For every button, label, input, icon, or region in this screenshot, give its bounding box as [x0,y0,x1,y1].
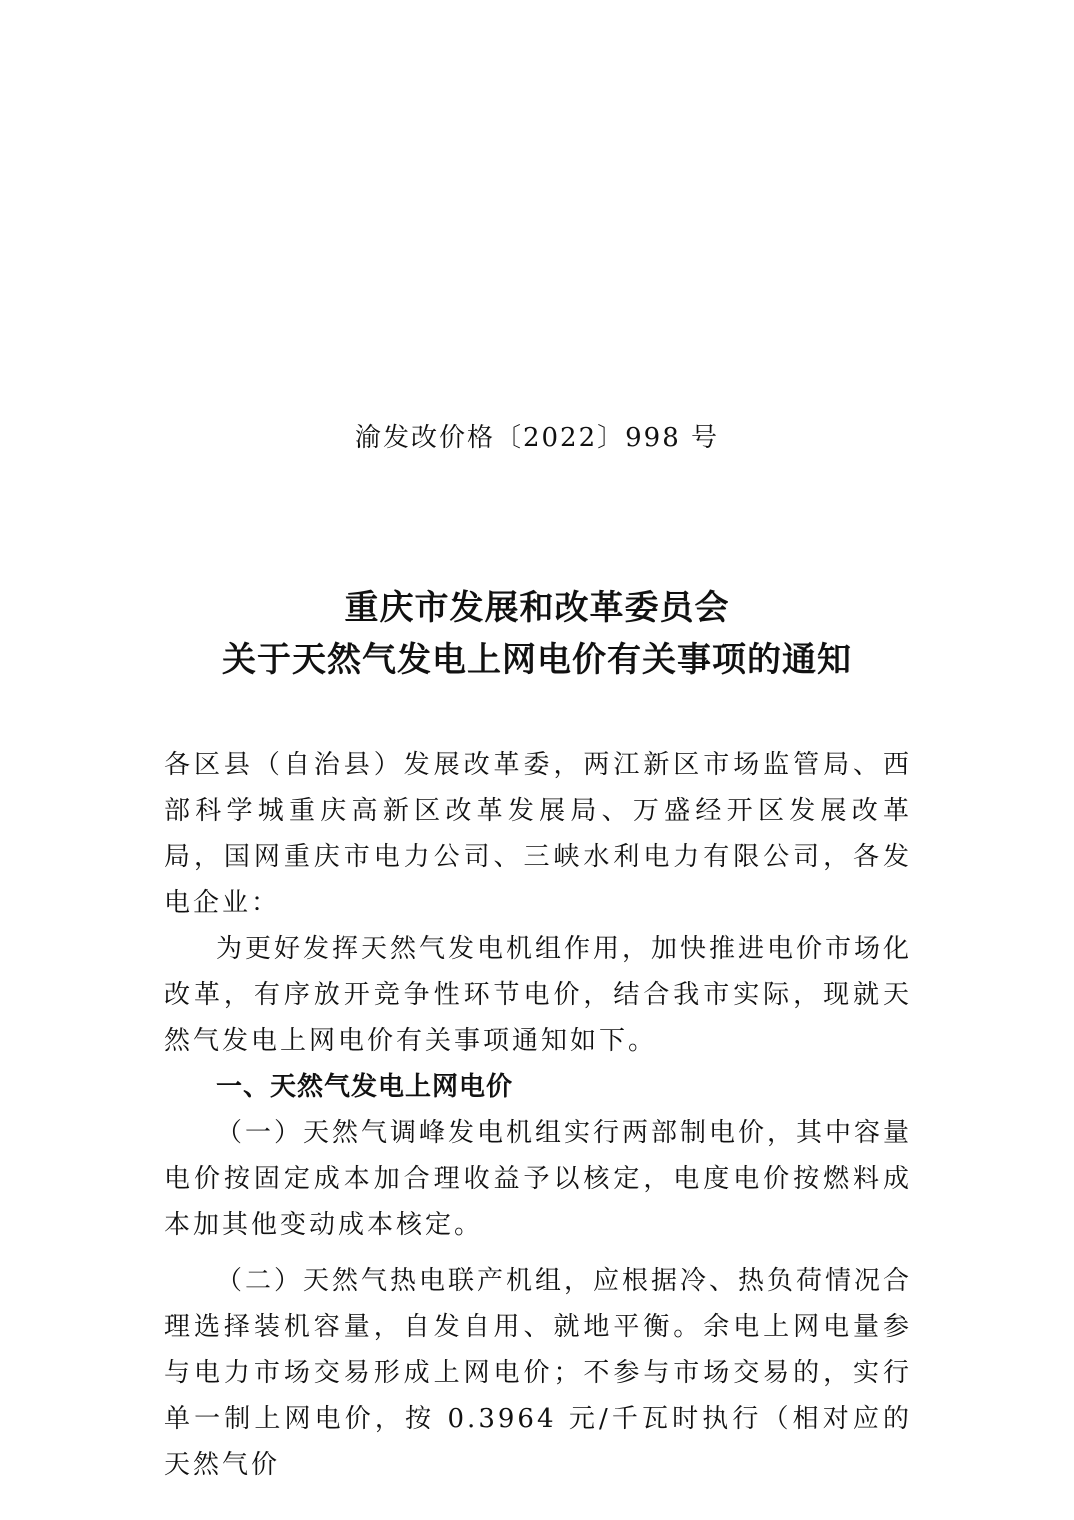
title-line-2: 关于天然气发电上网电价有关事项的通知 [222,640,852,680]
document-number: 渝发改价格〔2022〕998 号 [354,423,720,453]
intro-paragraph: 为更好发挥天然气发电机组作用，加快推进电价市场化改革，有序放开竞争性环节电价，结合我市实际，现就天然气发电上网电价有关事项通知如下。 [164,934,913,1056]
addressee-paragraph: 各区县（自治县）发展改革委，两江新区市场监管局、西部科学城重庆高新区改革发展局、万盛经开区发展改革局，国网重庆市电力公司、三峡水利电力有限公司，各发电企业： [164,750,912,918]
section-heading: 一、天然气发电上网电价 [216,1072,514,1102]
document-title [0,582,1074,686]
document-body [164,742,912,1488]
item-2-paragraph: （二）天然气热电联产机组，应根据冷、热负荷情况合理选择装机容量，自发自用、就地平衡。余电上网电量参与电力市场交易形成上网电价；不参与市场交易的，实行单一制上网电价，按 0.3964 元/千瓦时执行（相对应的天然气价 [164,1266,913,1480]
title-line-1: 重庆市发展和改革委员会 [344,588,730,628]
item-1-paragraph: （一）天然气调峰发电机组实行两部制电价，其中容量电价按固定成本加合理收益予以核定，电度电价按燃料成本加其他变动成本核定。 [164,1118,913,1240]
